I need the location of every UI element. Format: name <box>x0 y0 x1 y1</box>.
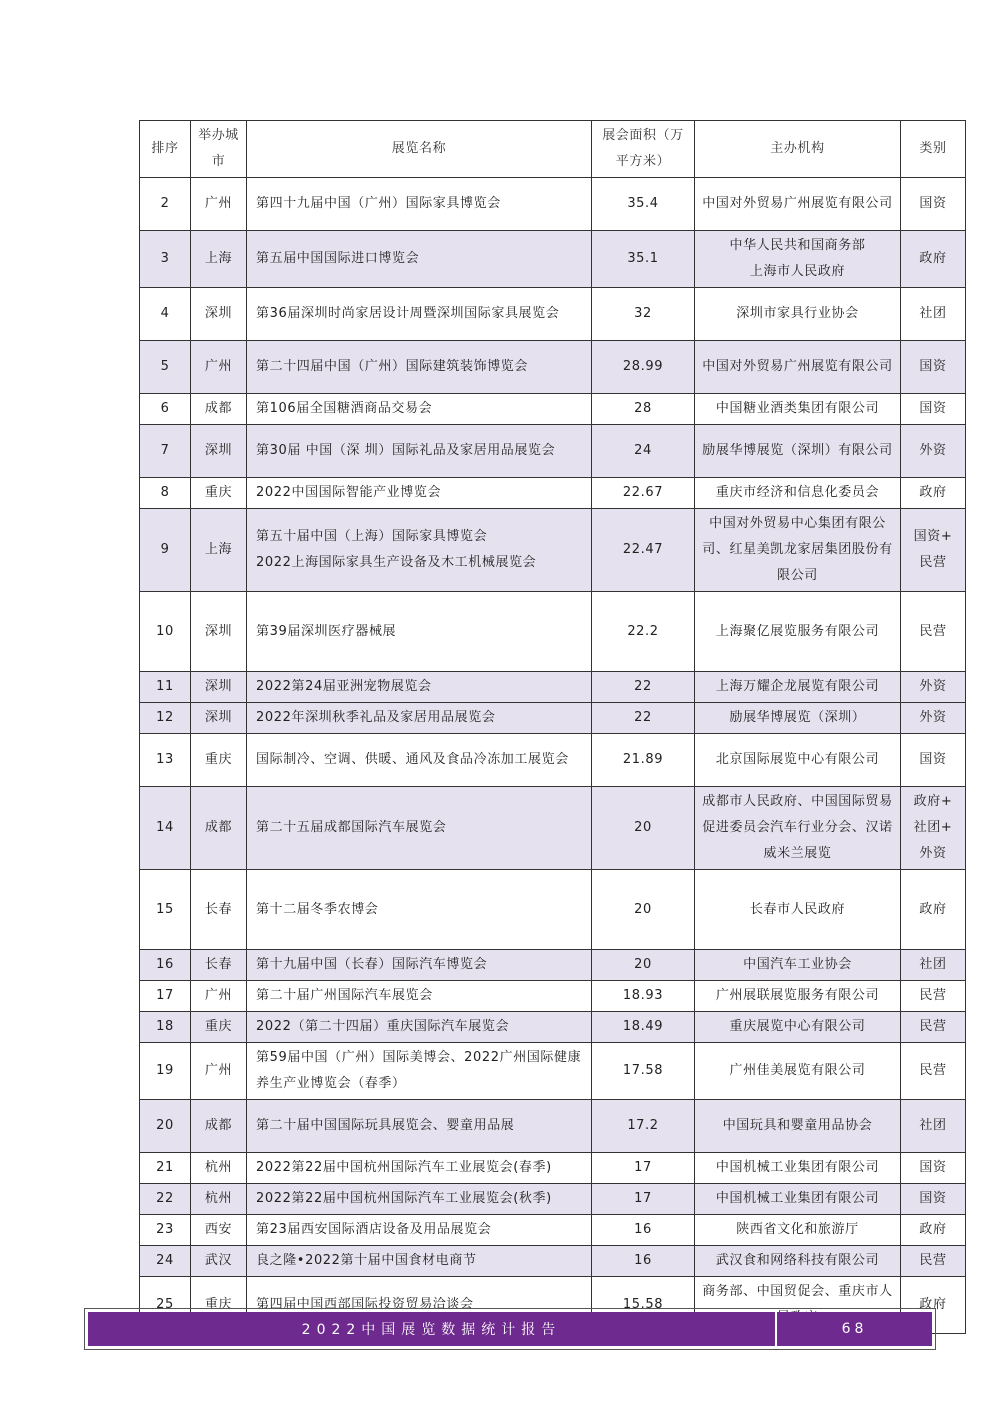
cell-type: 政府 <box>901 1277 966 1334</box>
cell-rank: 13 <box>140 734 191 787</box>
cell-name: 第36届深圳时尚家居设计周暨深圳国际家具展览会 <box>247 288 592 341</box>
cell-name: 第39届深圳医疗器械展 <box>247 592 592 672</box>
cell-rank: 3 <box>140 231 191 288</box>
cell-city: 深圳 <box>191 703 247 734</box>
cell-name: 第十九届中国（长春）国际汽车博览会 <box>247 950 592 981</box>
cell-organizer: 成都市人民政府、中国国际贸易促进委员会汽车行业分会、汉诺威米兰展览 <box>695 787 901 870</box>
cell-name: 第四届中国西部国际投资贸易洽谈会 <box>247 1277 592 1334</box>
cell-type: 国资 <box>901 1153 966 1184</box>
cell-organizer: 励展华博展览（深圳）有限公司 <box>695 425 901 478</box>
page-footer <box>84 1308 936 1350</box>
cell-type: 外资 <box>901 703 966 734</box>
cell-organizer: 陕西省文化和旅游厅 <box>695 1215 901 1246</box>
cell-rank: 2 <box>140 178 191 231</box>
header-city: 举办城市 <box>191 121 247 178</box>
cell-city: 上海 <box>191 231 247 288</box>
cell-rank: 6 <box>140 394 191 425</box>
cell-area: 35.4 <box>592 178 695 231</box>
table-row <box>140 1184 966 1215</box>
table-row <box>140 509 966 592</box>
cell-name: 2022（第二十四届）重庆国际汽车展览会 <box>247 1012 592 1043</box>
cell-area: 18.93 <box>592 981 695 1012</box>
cell-city: 西安 <box>191 1215 247 1246</box>
cell-name: 第23届西安国际酒店设备及用品展览会 <box>247 1215 592 1246</box>
cell-rank: 12 <box>140 703 191 734</box>
cell-name: 第四十九届中国（广州）国际家具博览会 <box>247 178 592 231</box>
cell-area: 21.89 <box>592 734 695 787</box>
table-row <box>140 1246 966 1277</box>
table-row <box>140 478 966 509</box>
cell-name: 第二十四届中国（广州）国际建筑装饰博览会 <box>247 341 592 394</box>
cell-rank: 24 <box>140 1246 191 1277</box>
cell-area: 16 <box>592 1246 695 1277</box>
table-row <box>140 341 966 394</box>
table-row <box>140 288 966 341</box>
cell-rank: 16 <box>140 950 191 981</box>
cell-name: 第五届中国国际进口博览会 <box>247 231 592 288</box>
cell-organizer: 中国对外贸易广州展览有限公司 <box>695 341 901 394</box>
cell-rank: 17 <box>140 981 191 1012</box>
cell-rank: 18 <box>140 1012 191 1043</box>
cell-city: 长春 <box>191 950 247 981</box>
cell-rank: 23 <box>140 1215 191 1246</box>
footer-report-title: 2022中国展览数据统计报告 <box>301 1322 562 1338</box>
cell-organizer: 中国对外贸易广州展览有限公司 <box>695 178 901 231</box>
cell-organizer: 中华人民共和国商务部 上海市人民政府 <box>695 231 901 288</box>
cell-type: 社团 <box>901 1100 966 1153</box>
cell-city: 成都 <box>191 1100 247 1153</box>
footer-bar <box>88 1312 932 1346</box>
cell-area: 17 <box>592 1153 695 1184</box>
cell-organizer: 重庆市经济和信息化委员会 <box>695 478 901 509</box>
cell-city: 广州 <box>191 178 247 231</box>
cell-name: 2022第22届中国杭州国际汽车工业展览会(秋季) <box>247 1184 592 1215</box>
cell-type: 国资 <box>901 1184 966 1215</box>
cell-city: 杭州 <box>191 1153 247 1184</box>
cell-area: 17 <box>592 1184 695 1215</box>
cell-city: 重庆 <box>191 478 247 509</box>
cell-organizer: 深圳市家具行业协会 <box>695 288 901 341</box>
cell-type: 民营 <box>901 592 966 672</box>
cell-city: 武汉 <box>191 1246 247 1277</box>
table-row <box>140 950 966 981</box>
table-row <box>140 178 966 231</box>
cell-rank: 7 <box>140 425 191 478</box>
cell-city: 深圳 <box>191 425 247 478</box>
table-row <box>140 672 966 703</box>
table-row <box>140 1012 966 1043</box>
cell-organizer: 励展华博展览（深圳） <box>695 703 901 734</box>
cell-rank: 25 <box>140 1277 191 1334</box>
cell-name: 第五十届中国（上海）国际家具博览会 2022上海国际家具生产设备及木工机械展览会 <box>247 509 592 592</box>
table-header-row <box>140 121 966 178</box>
header-rank: 排序 <box>140 121 191 178</box>
cell-name: 第106届全国糖酒商品交易会 <box>247 394 592 425</box>
cell-city: 长春 <box>191 870 247 950</box>
cell-type: 社团 <box>901 950 966 981</box>
cell-rank: 11 <box>140 672 191 703</box>
cell-area: 35.1 <box>592 231 695 288</box>
cell-city: 成都 <box>191 787 247 870</box>
cell-area: 28 <box>592 394 695 425</box>
cell-organizer: 上海万耀企龙展览有限公司 <box>695 672 901 703</box>
cell-city: 广州 <box>191 981 247 1012</box>
cell-type: 外资 <box>901 425 966 478</box>
header-type: 类别 <box>901 121 966 178</box>
table-row <box>140 1215 966 1246</box>
cell-organizer: 广州佳美展览有限公司 <box>695 1043 901 1100</box>
cell-type: 民营 <box>901 1012 966 1043</box>
table-body <box>140 178 966 1334</box>
cell-rank: 19 <box>140 1043 191 1100</box>
cell-area: 22.67 <box>592 478 695 509</box>
cell-city: 上海 <box>191 509 247 592</box>
cell-area: 22.47 <box>592 509 695 592</box>
cell-name: 良之隆•2022第十届中国食材电商节 <box>247 1246 592 1277</box>
cell-area: 22.2 <box>592 592 695 672</box>
cell-organizer: 北京国际展览中心有限公司 <box>695 734 901 787</box>
cell-area: 32 <box>592 288 695 341</box>
cell-rank: 14 <box>140 787 191 870</box>
cell-rank: 8 <box>140 478 191 509</box>
cell-rank: 21 <box>140 1153 191 1184</box>
cell-name: 第二十届中国国际玩具展览会、婴童用品展 <box>247 1100 592 1153</box>
cell-name: 第59届中国（广州）国际美博会、2022广州国际健康养生产业博览会（春季） <box>247 1043 592 1100</box>
cell-type: 国资 <box>901 341 966 394</box>
cell-name: 第二十五届成都国际汽车展览会 <box>247 787 592 870</box>
cell-organizer: 中国糖业酒类集团有限公司 <box>695 394 901 425</box>
cell-name: 第30届 中国（深 圳）国际礼品及家居用品展览会 <box>247 425 592 478</box>
cell-type: 国资 <box>901 734 966 787</box>
table-row <box>140 592 966 672</box>
cell-city: 深圳 <box>191 288 247 341</box>
header-name: 展览名称 <box>247 121 592 178</box>
cell-area: 17.2 <box>592 1100 695 1153</box>
table-row <box>140 787 966 870</box>
cell-city: 杭州 <box>191 1184 247 1215</box>
cell-name: 2022中国国际智能产业博览会 <box>247 478 592 509</box>
cell-organizer: 长春市人民政府 <box>695 870 901 950</box>
cell-type: 民营 <box>901 1043 966 1100</box>
table-row <box>140 394 966 425</box>
cell-city: 深圳 <box>191 592 247 672</box>
cell-area: 20 <box>592 950 695 981</box>
cell-area: 17.58 <box>592 1043 695 1100</box>
cell-type: 政府 <box>901 478 966 509</box>
table-row <box>140 870 966 950</box>
cell-rank: 20 <box>140 1100 191 1153</box>
cell-name: 2022年深圳秋季礼品及家居用品展览会 <box>247 703 592 734</box>
cell-name: 国际制冷、空调、供暖、通风及食品冷冻加工展览会 <box>247 734 592 787</box>
cell-type: 国资+ 民营 <box>901 509 966 592</box>
table-row <box>140 1043 966 1100</box>
cell-area: 22 <box>592 672 695 703</box>
cell-name: 第二十届广州国际汽车展览会 <box>247 981 592 1012</box>
header-organizer: 主办机构 <box>695 121 901 178</box>
cell-type: 政府 <box>901 1215 966 1246</box>
cell-type: 民营 <box>901 1246 966 1277</box>
table-row <box>140 1153 966 1184</box>
cell-city: 重庆 <box>191 734 247 787</box>
cell-area: 18.49 <box>592 1012 695 1043</box>
cell-type: 政府+ 社团+ 外资 <box>901 787 966 870</box>
table-row <box>140 734 966 787</box>
cell-rank: 22 <box>140 1184 191 1215</box>
cell-type: 民营 <box>901 981 966 1012</box>
cell-rank: 15 <box>140 870 191 950</box>
cell-city: 广州 <box>191 1043 247 1100</box>
cell-area: 22 <box>592 703 695 734</box>
page-number: 68 <box>841 1321 868 1337</box>
cell-organizer: 中国对外贸易中心集团有限公司、红星美凯龙家居集团股份有限公司 <box>695 509 901 592</box>
cell-rank: 9 <box>140 509 191 592</box>
cell-area: 24 <box>592 425 695 478</box>
table-row <box>140 703 966 734</box>
cell-area: 28.99 <box>592 341 695 394</box>
cell-type: 国资 <box>901 394 966 425</box>
cell-city: 广州 <box>191 341 247 394</box>
cell-organizer: 中国机械工业集团有限公司 <box>695 1153 901 1184</box>
cell-city: 深圳 <box>191 672 247 703</box>
cell-rank: 4 <box>140 288 191 341</box>
table-row <box>140 981 966 1012</box>
cell-name: 2022第24届亚洲宠物展览会 <box>247 672 592 703</box>
table-row <box>140 231 966 288</box>
cell-city: 成都 <box>191 394 247 425</box>
header-area: 展会面积（万平方米） <box>592 121 695 178</box>
table-row <box>140 425 966 478</box>
cell-city: 重庆 <box>191 1012 247 1043</box>
cell-rank: 10 <box>140 592 191 672</box>
cell-area: 15.58 <box>592 1277 695 1334</box>
cell-organizer: 上海聚亿展览服务有限公司 <box>695 592 901 672</box>
cell-type: 外资 <box>901 672 966 703</box>
cell-name: 2022第22届中国杭州国际汽车工业展览会(春季) <box>247 1153 592 1184</box>
cell-organizer: 重庆展览中心有限公司 <box>695 1012 901 1043</box>
exhibition-ranking-table <box>139 120 966 1334</box>
cell-organizer: 中国汽车工业协会 <box>695 950 901 981</box>
cell-organizer: 广州展联展览服务有限公司 <box>695 981 901 1012</box>
cell-organizer: 商务部、中国贸促会、重庆市人 <box>695 1277 901 1334</box>
cell-area: 20 <box>592 787 695 870</box>
cell-type: 政府 <box>901 870 966 950</box>
cell-type: 政府 <box>901 231 966 288</box>
cell-area: 16 <box>592 1215 695 1246</box>
cell-organizer: 中国玩具和婴童用品协会 <box>695 1100 901 1153</box>
cell-type: 国资 <box>901 178 966 231</box>
cell-name: 第十二届冬季农博会 <box>247 870 592 950</box>
cell-rank: 5 <box>140 341 191 394</box>
cell-type: 社团 <box>901 288 966 341</box>
cell-city: 重庆 <box>191 1277 247 1334</box>
cell-organizer: 中国机械工业集团有限公司 <box>695 1184 901 1215</box>
cell-area: 20 <box>592 870 695 950</box>
table-row <box>140 1100 966 1153</box>
cell-organizer: 武汉食和网络科技有限公司 <box>695 1246 901 1277</box>
